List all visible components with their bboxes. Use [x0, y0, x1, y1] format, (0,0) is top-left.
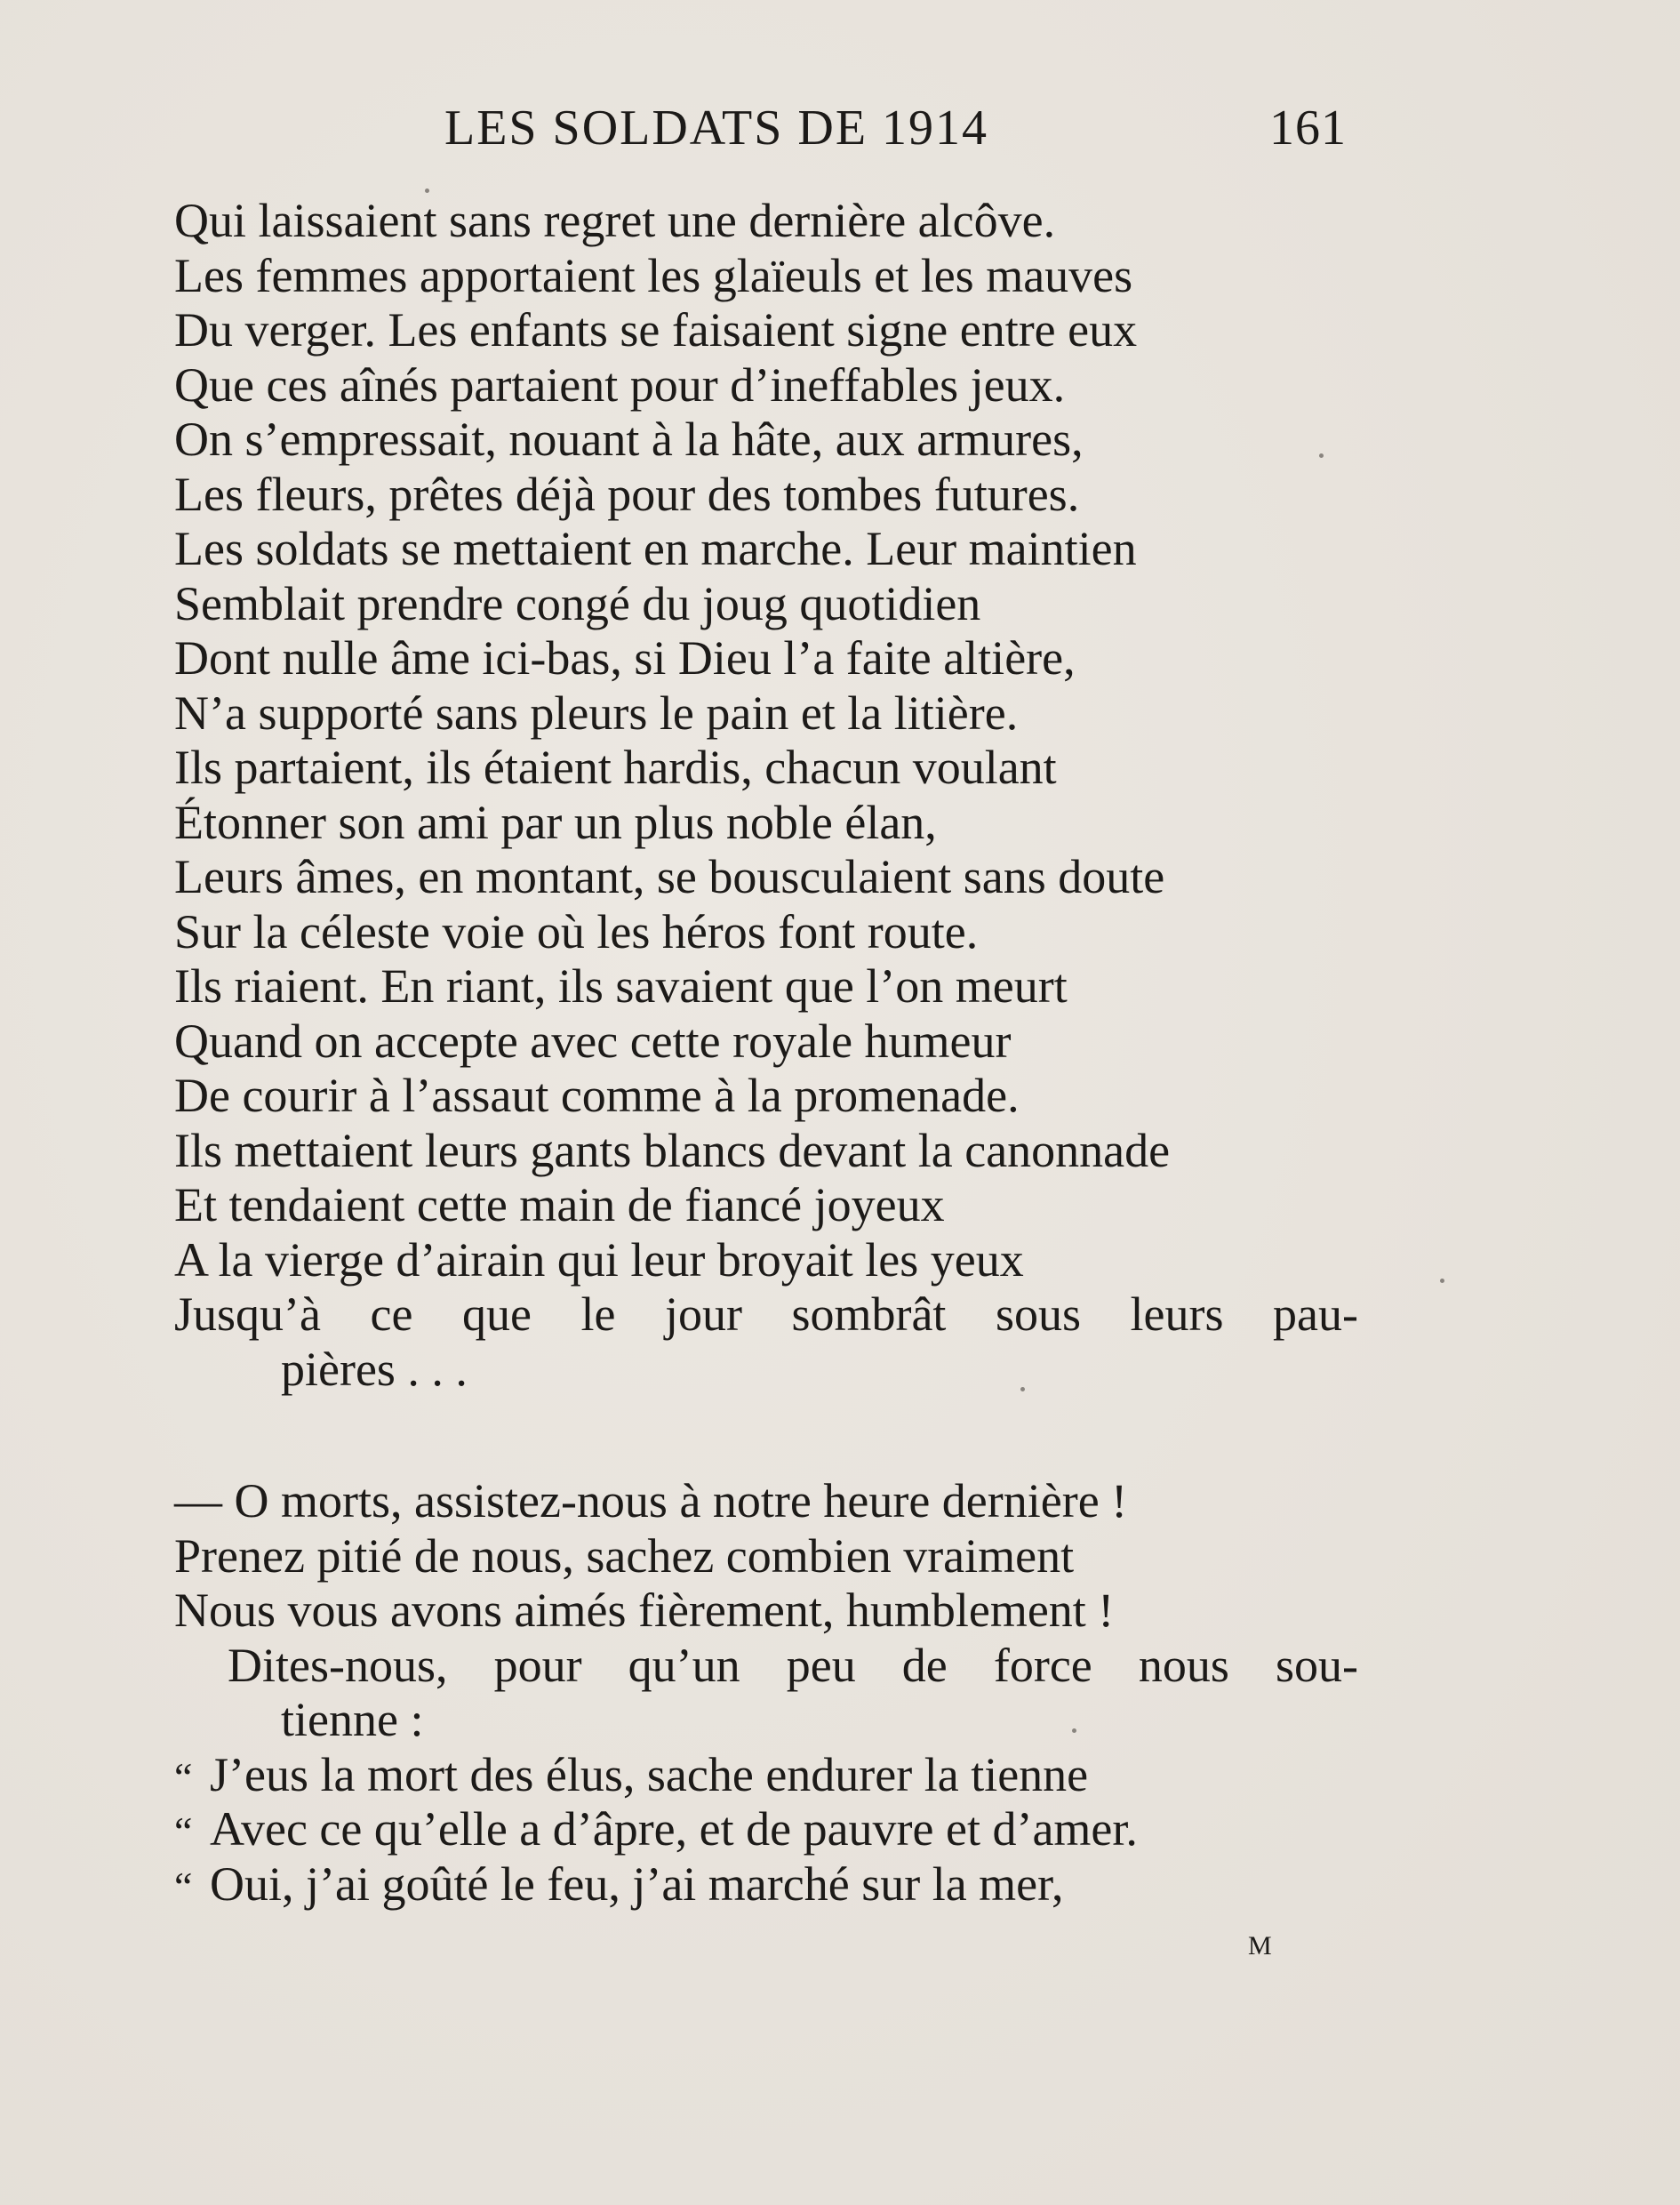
verse-line: Les femmes apportaient les glaïeuls et les mauves	[174, 248, 1133, 302]
quoted-verse-line	[174, 1802, 1358, 1857]
stanza-2	[174, 1474, 1358, 1912]
verse-line: Et tendaient cette main de fiancé joyeux	[174, 1178, 945, 1231]
quote-mark: “	[174, 1863, 193, 1909]
word: pour	[493, 1638, 582, 1692]
quoted-text: Avec ce qu’elle a d’âpre, et de pauvre et d’amer.	[210, 1802, 1138, 1856]
quote-mark: “	[174, 1808, 193, 1854]
verse-line: Prenez pitié de nous, sachez combien vraiment	[174, 1528, 1075, 1583]
word: qu’un	[628, 1638, 740, 1692]
quote-mark: “	[174, 1753, 193, 1800]
verse-line: Ils mettaient leurs gants blancs devant la canonnade	[174, 1123, 1171, 1177]
word: de	[901, 1638, 948, 1692]
word: sou-	[1275, 1638, 1358, 1692]
word: peu	[786, 1638, 856, 1692]
word: que	[461, 1287, 532, 1341]
page-number: 161	[1269, 100, 1347, 156]
paper-speck	[1319, 453, 1324, 458]
word: pau-	[1272, 1287, 1358, 1341]
verse-line: Sur la céleste voie où les héros font route.	[174, 904, 979, 958]
word: jour	[664, 1287, 742, 1341]
signature-mark: M	[1248, 1931, 1273, 1960]
verse-line: Ils partaient, ils étaient hardis, chacun voulant	[174, 741, 1057, 794]
verse-line: A la vierge d’airain qui leur broyait les yeux	[174, 1232, 1024, 1287]
verse-line: De courir à l’assaut comme à la promenade.	[174, 1069, 1020, 1122]
word: ce	[370, 1287, 413, 1341]
quoted-text: J’eus la mort des élus, sache endurer la tienne	[210, 1747, 1089, 1801]
word: leurs	[1130, 1287, 1224, 1341]
verse-line: Ils riaient. En riant, ils savaient que l’on meurt	[174, 959, 1068, 1013]
verse-line: N’a supporté sans pleurs le pain et la litière.	[174, 686, 1019, 740]
word: Dites-nous,	[228, 1638, 448, 1692]
verse-line: Du verger. Les enfants se faisaient signe entre eux	[174, 303, 1138, 357]
verse-line-justified	[174, 1287, 1358, 1343]
verse-line: Leurs âmes, en montant, se bousculaient sans doute	[174, 850, 1165, 903]
paper-speck	[1440, 1279, 1444, 1283]
quoted-verse-line	[174, 1857, 1358, 1912]
running-title: LES SOLDATS DE 1914	[444, 100, 989, 156]
quoted-verse-line	[174, 1748, 1358, 1803]
verse-line: Étonner son ami par un plus noble élan,	[174, 795, 937, 849]
verse-line: On s’empressait, nouant à la hâte, aux armures,	[174, 413, 1084, 466]
quoted-text: Oui, j’ai goûté le feu, j’ai marché sur la mer,	[210, 1856, 1064, 1911]
verse-line: Quand on accepte avec cette royale humeur	[174, 1014, 1012, 1068]
verse-line-continuation: tienne :	[281, 1693, 424, 1746]
verse-line: Semblait prendre congé du joug quotidien	[174, 576, 981, 630]
verse-line: Nous vous avons aimés fièrement, humblement !	[174, 1584, 1115, 1637]
stanza-1	[174, 194, 1358, 1397]
paper-speck	[1072, 1728, 1076, 1733]
verse-line: Qui laissaient sans regret une dernière alcôve.	[174, 194, 1056, 247]
verse-line: Les soldats se mettaient en marche. Leur maintien	[174, 522, 1137, 575]
word: Jusqu’à	[174, 1287, 321, 1341]
word: le	[580, 1287, 616, 1341]
paper-speck	[1020, 1387, 1025, 1391]
verse-line: Les fleurs, prêtes déjà pour des tombes futures.	[174, 467, 1080, 521]
verse-line: Que ces aînés partaient pour d’ineffables jeux.	[174, 357, 1066, 412]
word: force	[993, 1638, 1092, 1692]
verse-line: — O morts, assistez-nous à notre heure dernière !	[174, 1474, 1128, 1527]
word: nous	[1138, 1638, 1229, 1692]
verse-line-continuation: pières . . .	[281, 1342, 468, 1396]
word: sombrât	[791, 1287, 947, 1341]
paper-speck	[425, 188, 429, 193]
verse-line-justified	[174, 1639, 1358, 1694]
word: sous	[995, 1287, 1081, 1341]
verse-line: Dont nulle âme ici-bas, si Dieu l’a faite altière,	[174, 631, 1076, 685]
